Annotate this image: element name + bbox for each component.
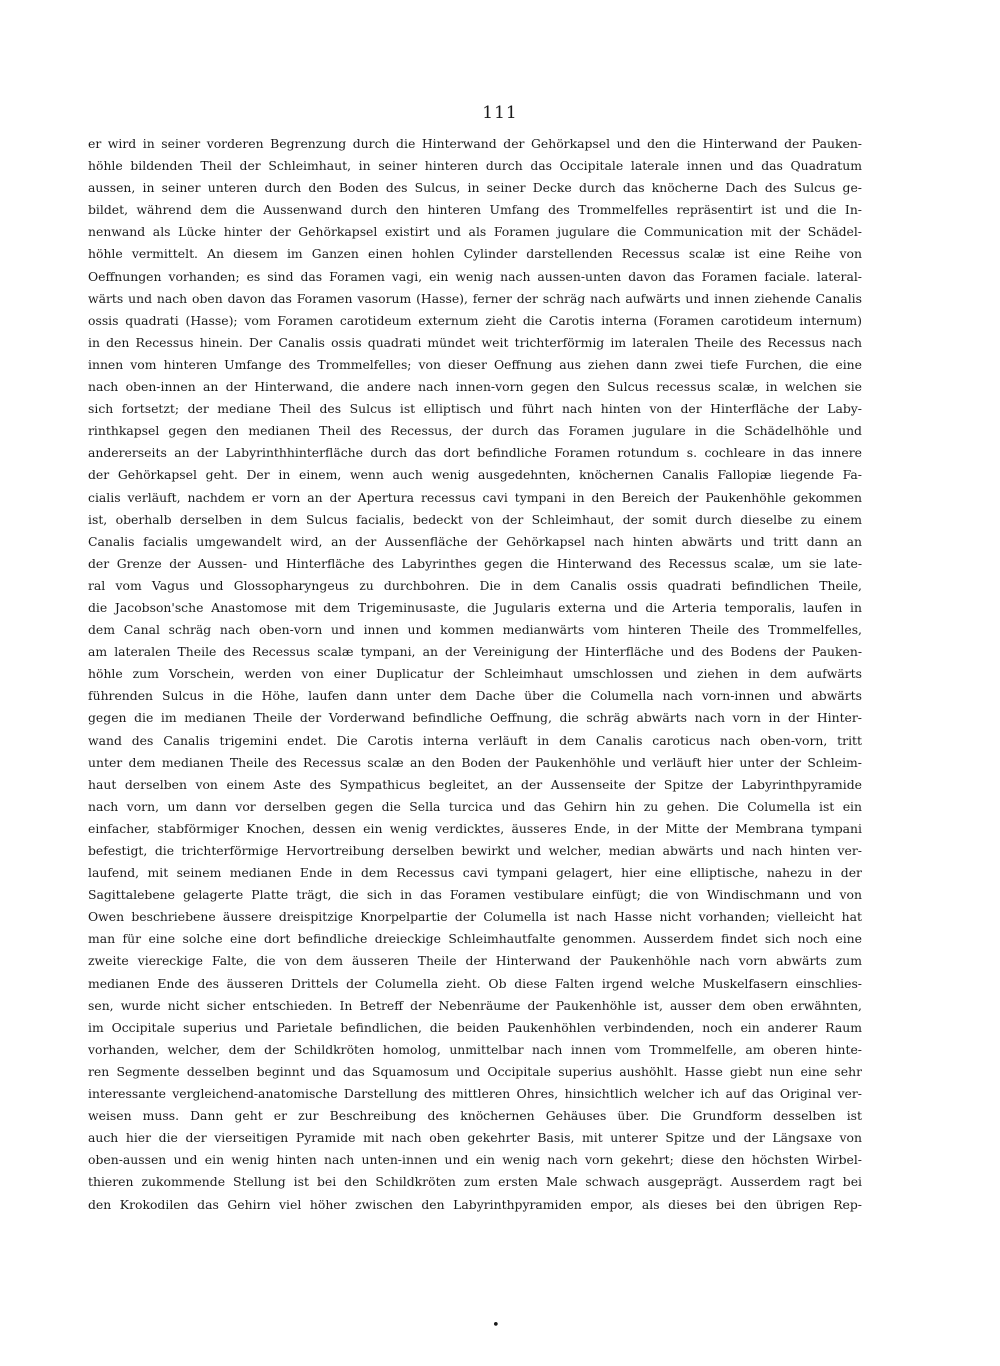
text-line: am lateralen Theile des Recessus scalæ tympani, an der Vereinigung der Hinterfläche und des Bodens der Pauken-: [88, 644, 862, 660]
text-line: in den Recessus hinein. Der Canalis ossis quadrati mündet weit trichterförmig im lateralen Theile des Recessus nach: [88, 334, 862, 350]
text-line: sich fortsetzt; der mediane Theil des Sulcus ist elliptisch und führt nach hinten von der Hinterfläche der Laby-: [88, 401, 862, 417]
text-line: nenwand als Lücke hinter der Gehörkapsel existirt und als Foramen jugulare die Communication mit der Schädel-: [88, 224, 862, 240]
text-line: höhle zum Vorschein, werden von einer Duplicatur der Schleimhaut umschlossen und ziehen in dem aufwärts: [88, 666, 862, 682]
text-line: thieren zukommende Stellung ist bei den Schildkröten zum ersten Male schwach ausgeprägt. Ausserdem ragt bei: [88, 1174, 862, 1190]
text-line: sen, wurde nicht sicher entschieden. In Betreff der Nebenräume der Paukenhöhle ist, ausser dem oben erwähnten,: [88, 997, 862, 1013]
text-line: Canalis facialis umgewandelt wird, an der Aussenfläche der Gehörkapsel nach hinten abwärts und tritt dann an: [88, 533, 862, 549]
text-line: Owen beschriebene äussere dreispitzige Knorpelpartie der Columella ist nach Hasse nicht vorhanden; vielleicht hat: [88, 909, 862, 925]
text-line: Oeffnungen vorhanden; es sind das Foramen vagi, ein wenig nach aussen-unten davon das Foramen faciale. lateral-: [88, 268, 862, 284]
text-line: rinthkapsel gegen den medianen Theil des Recessus, der durch das Foramen jugulare in die Schädelhöhle und: [88, 423, 862, 439]
text-line: ral vom Vagus und Glossopharyngeus zu durchbohren. Die in dem Canalis ossis quadrati befindlichen Theile,: [88, 577, 862, 593]
text-line: den Krokodilen das Gehirn viel höher zwischen den Labyrinthpyramiden empor, als dieses bei den übrigen Rep-: [88, 1196, 862, 1212]
footer-mark: •: [492, 1318, 500, 1333]
text-line: dem Canal schräg nach oben-vorn und innen und kommen medianwärts vom hinteren Theile des Trommelfelles,: [88, 622, 862, 638]
body-text: [88, 133, 862, 1216]
text-line: interessante vergleichend-anatomische Darstellung des mittleren Ohres, hinsichtlich welcher ich auf das Original ver-: [88, 1086, 862, 1102]
text-line: gegen die im medianen Theile der Vorderwand befindliche Oeffnung, die schräg abwärts nach vorn in der Hinter-: [88, 710, 862, 726]
text-line: innen vom hinteren Umfange des Trommelfelles; von dieser Oeffnung aus ziehen dann zwei tiefe Furchen, die eine: [88, 356, 862, 372]
text-line: wand des Canalis trigemini endet. Die Carotis interna verläuft in dem Canalis caroticus nach oben-vorn, tritt: [88, 732, 862, 748]
text-line: befestigt, die trichterförmige Hervortreibung derselben bewirkt und welcher, median abwärts und nach hinten ver-: [88, 843, 862, 858]
text-line: die Jacobson'sche Anastomose mit dem Trigeminusaste, die Jugularis externa und die Arteria temporalis, laufen in: [88, 599, 862, 615]
text-line: haut derselben von einem Aste des Sympathicus begleitet, an der Aussenseite der Spitze der Labyrinthpyramide: [88, 776, 862, 792]
text-line: auch hier die der vierseitigen Pyramide mit nach oben gekehrter Basis, mit unterer Spitze und der Längsaxe von: [88, 1130, 862, 1146]
text-line: vorhanden, welcher, dem der Schildkröten homolog, unmittelbar nach innen vom Trommelfelle, am oberen hinte-: [88, 1041, 862, 1057]
text-line: Sagittalebene gelagerte Platte trägt, die sich in das Foramen vestibulare einfügt; die von Windischmann und von: [88, 887, 862, 903]
text-line: der Gehörkapsel geht. Der in einem, wenn auch wenig ausgedehnten, knöchernen Canalis Fallopiæ liegende Fa-: [88, 467, 862, 483]
text-line: der Grenze der Aussen- und Hinterfläche des Labyrinthes gegen die Hinterwand des Recessus scalæ, um sie late-: [88, 555, 862, 571]
text-line: cialis verläuft, nachdem er vorn an der Apertura recessus cavi tympani in den Bereich der Paukenhöhle gekommen: [88, 489, 862, 505]
text-line: man für eine solche eine dort befindliche dreieckige Schleimhautfalte genommen. Ausserdem findet sich noch eine: [88, 931, 862, 947]
text-line: unter dem medianen Theile des Recessus scalæ an den Boden der Paukenhöhle und verläuft hier unter der Schleim-: [88, 754, 862, 770]
text-line: aussen, in seiner unteren durch den Boden des Sulcus, in seiner Decke durch das knöcherne Dach des Sulcus ge-: [88, 180, 862, 196]
text-line: nach oben-innen an der Hinterwand, die andere nach innen-vorn gegen den Sulcus recessus scalæ, in welchen sie: [88, 379, 862, 395]
text-line: ren Segmente desselben beginnt und das Squamosum und Occipitale superius aushöhlt. Hasse giebt nun eine sehr: [88, 1063, 862, 1079]
text-line: oben-aussen und ein wenig hinten nach unten-innen und ein wenig nach vorn gekehrt; diese den höchsten Wirbel-: [88, 1152, 862, 1168]
text-line: nach vorn, um dann vor derselben gegen die Sella turcica und das Gehirn hin zu gehen. Die Columella ist ein: [88, 798, 862, 814]
text-line: bildet, während dem die Aussenwand durch den hinteren Umfang des Trommelfelles repräsentirt ist und die In-: [88, 202, 862, 218]
text-line: ossis quadrati (Hasse); vom Foramen carotideum externum zieht die Carotis interna (Foramen carotideum internum): [88, 312, 862, 328]
text-line: zweite viereckige Falte, die von dem äusseren Theile der Hinterwand der Paukenhöhle nach vorn abwärts zum: [88, 953, 862, 969]
text-line: höhle bildenden Theil der Schleimhaut, in seiner hinteren durch das Occipitale laterale innen und das Quadratum: [88, 158, 862, 174]
text-line: führenden Sulcus in die Höhe, laufen dann unter dem Dache über die Columella nach vorn-innen und abwärts: [88, 688, 862, 704]
text-line: im Occipitale superius und Parietale befindlichen, die beiden Paukenhöhlen verbindenden, noch ein anderer Raum: [88, 1019, 862, 1035]
text-line: medianen Ende des äusseren Drittels der Columella zieht. Ob diese Falten irgend welche Muskelfasern einschlies-: [88, 975, 862, 991]
text-line: ist, oberhalb derselben in dem Sulcus facialis, bedeckt von der Schleimhaut, der somit durch dieselbe zu einem: [88, 511, 862, 527]
text-line: wärts und nach oben davon das Foramen vasorum (Hasse), ferner der schräg nach aufwärts und innen ziehende Canalis: [88, 290, 862, 306]
text-line: einfacher, stabförmiger Knochen, dessen ein wenig verdicktes, äusseres Ende, in der Mitte der Membrana tympani: [88, 820, 862, 836]
page-number: 111: [482, 103, 518, 123]
text-line: er wird in seiner vorderen Begrenzung durch die Hinterwand der Gehörkapsel und den die Hinterwand der Pauken-: [88, 136, 862, 151]
text-line: höhle vermittelt. An diesem im Ganzen einen hohlen Cylinder darstellenden Recessus scalæ ist eine Reihe von: [88, 246, 862, 262]
text-line: andererseits an der Labyrinthhinterfläche durch das dort befindliche Foramen rotundum s. cochleare in das innere: [88, 445, 862, 461]
text-line: laufend, mit seinem medianen Ende in dem Recessus cavi tympani gelagert, hier eine elliptische, nahezu in der: [88, 865, 862, 881]
text-line: weisen muss. Dann geht er zur Beschreibung des knöchernen Gehäuses über. Die Grundform desselben ist: [88, 1108, 862, 1124]
